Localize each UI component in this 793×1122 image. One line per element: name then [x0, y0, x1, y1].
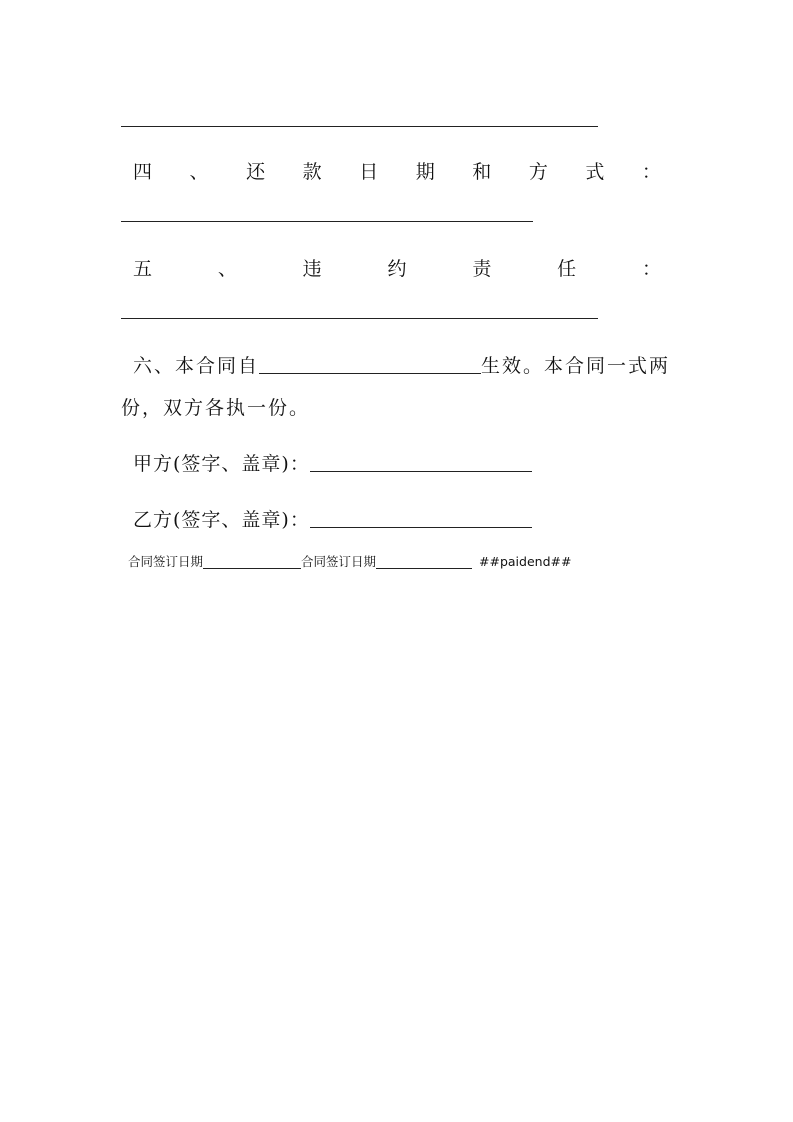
blank-line-section-four: [121, 221, 533, 222]
section-six-continuation: 份，双方各执一份。: [121, 397, 311, 419]
section-six-suffix: 生效。本合同一式两: [481, 355, 671, 377]
signing-date-blank-2[interactable]: [376, 555, 472, 569]
char: 式: [585, 161, 605, 183]
party-b-signature-blank[interactable]: [310, 507, 532, 528]
section-six-line-2: [121, 396, 310, 420]
char: 、: [217, 258, 237, 280]
char: 责: [472, 258, 492, 280]
char: 日: [359, 161, 379, 183]
effective-date-blank[interactable]: [259, 353, 481, 374]
blank-line-section-three: [121, 126, 598, 127]
char: 期: [415, 161, 435, 183]
char: 款: [302, 161, 322, 183]
char: 五: [133, 258, 153, 280]
party-a-signature-blank[interactable]: [310, 451, 532, 472]
signing-date-footer: [128, 553, 571, 571]
signing-date-label-1: 合同签订日期: [128, 554, 204, 569]
char: 四: [133, 161, 153, 183]
signing-date-blank-1[interactable]: [203, 555, 301, 569]
char: 和: [472, 161, 492, 183]
party-a-signature-line: [133, 451, 532, 476]
char: 任: [557, 258, 577, 280]
party-a-label: 甲方(签字、盖章)：: [133, 453, 310, 475]
char: 方: [528, 161, 548, 183]
char: 违: [302, 258, 322, 280]
char: ：: [641, 258, 661, 280]
signing-date-label-2: 合同签订日期: [301, 554, 377, 569]
section-four-heading: [133, 160, 661, 184]
section-six-prefix: 六、本合同自: [133, 355, 260, 377]
section-five-heading: [133, 257, 661, 281]
end-marker: ##paidend##: [479, 554, 572, 569]
blank-line-section-five: [121, 318, 598, 319]
party-b-label: 乙方(签字、盖章)：: [133, 509, 310, 531]
char: 、: [189, 161, 209, 183]
char: 约: [387, 258, 407, 280]
char: ：: [641, 161, 661, 183]
char: 还: [246, 161, 266, 183]
section-six-line-1: [133, 353, 670, 378]
party-b-signature-line: [133, 507, 532, 532]
